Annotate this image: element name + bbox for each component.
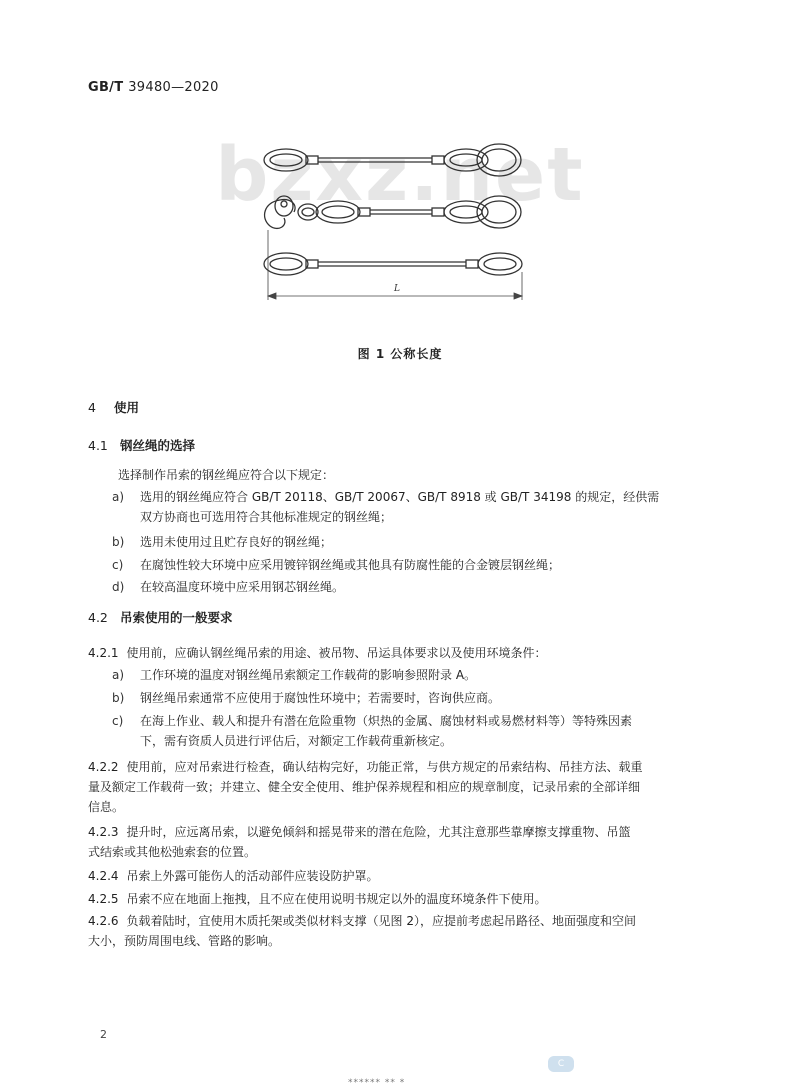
watermark: bzxz.net xyxy=(215,132,585,218)
bottom-text-fragment: ****** ** * xyxy=(348,1078,406,1088)
list-line: 选用未使用过且贮存良好的钢丝绳； xyxy=(140,535,333,549)
clause-text: 使用前，应确认钢丝绳吊索的用途、被吊物、吊运具体要求以及使用环境条件： xyxy=(126,646,547,660)
list-item xyxy=(112,555,712,575)
clause-number: 4.2.1 xyxy=(88,646,119,660)
section-title: 吊索使用的一般要求 xyxy=(120,610,233,625)
clause-line: 量及额定工作载荷一致；并建立、健全安全使用、维护保养规程和相应的规章制度，记录吊索的全部详细 xyxy=(88,780,641,794)
list-marker: a) xyxy=(112,490,125,504)
section-number: 4.2 xyxy=(88,610,108,625)
clause-line: 吊索上外露可能伤人的活动部件应装设防护罩。 xyxy=(126,869,379,883)
page-number: 2 xyxy=(100,1028,107,1041)
clause-line: 式结索或其他松弛索套的位置。 xyxy=(88,845,257,859)
list-item xyxy=(112,711,712,751)
standard-code xyxy=(88,80,219,95)
clause-line: 负载着陆时，宜使用木质托架或类似材料支撑（见图 2），应提前考虑起吊路径、地面强度和空间 xyxy=(126,914,636,928)
dimension-label: L xyxy=(394,284,400,294)
clause-4-2-5 xyxy=(88,889,716,909)
list-marker: c) xyxy=(112,714,124,728)
clause-4-2-6 xyxy=(88,911,716,951)
list-marker: a) xyxy=(112,668,125,682)
section-4-1-heading xyxy=(88,436,195,454)
clause-line: 大小，预防周围电线、管路的影响。 xyxy=(88,934,281,948)
list-line: 钢丝绳吊索通常不应使用于腐蚀性环境中；若需要时，咨询供应商。 xyxy=(140,691,501,705)
clause-line: 使用前，应对吊索进行检查，确认结构完好，功能正常，与供方规定的吊索结构、吊挂方法、载重 xyxy=(126,760,643,774)
sling-1 xyxy=(264,144,521,176)
figure-caption: 图 1 公称长度 xyxy=(357,347,443,361)
list-item xyxy=(112,487,712,527)
clause-4-2-2 xyxy=(88,757,716,817)
clause-number: 4.2.6 xyxy=(88,914,119,928)
list-item xyxy=(112,665,712,685)
section-number: 4 xyxy=(88,400,96,415)
clause-number: 4.2.5 xyxy=(88,892,119,906)
sling-figure xyxy=(250,138,550,310)
list-marker: b) xyxy=(112,691,125,705)
list-line: 在海上作业、载人和提升有潜在危险重物（炽热的金属、腐蚀材料或易燃材料等）等特殊因素 xyxy=(140,714,633,728)
section-title: 钢丝绳的选择 xyxy=(120,438,196,453)
clause-number: 4.2.2 xyxy=(88,760,119,774)
standard-code-prefix: GB/T xyxy=(88,80,124,95)
list-line: 下，需有资质人员进行评估后，对额定工作载荷重新核定。 xyxy=(140,734,453,748)
list-line: 双方协商也可选用符合其他标准规定的钢丝绳； xyxy=(140,510,393,524)
clause-4-2-4 xyxy=(88,866,716,886)
section-4-1-intro: 选择制作吊索的钢丝绳应符合以下规定： xyxy=(118,468,335,482)
list-item xyxy=(112,577,712,597)
clause-number: 4.2.4 xyxy=(88,869,119,883)
clause-4-2-3 xyxy=(88,822,716,862)
list-line: 工作环境的温度对钢丝绳吊索额定工作载荷的影响参照附录 A。 xyxy=(140,668,477,682)
section-number: 4.1 xyxy=(88,438,108,453)
list-marker: d) xyxy=(112,580,125,594)
section-title: 使用 xyxy=(114,400,140,415)
clause-4-2-1 xyxy=(88,643,716,663)
list-marker: b) xyxy=(112,535,125,549)
clause-line: 信息。 xyxy=(88,800,125,814)
clause-line: 吊索不应在地面上拖拽，且不应在使用说明书规定以外的温度环境条件下使用。 xyxy=(126,892,547,906)
standard-code-number: 39480—2020 xyxy=(128,80,219,95)
site-logo-icon: C xyxy=(548,1056,574,1072)
sling-2 xyxy=(265,196,521,228)
list-line: 选用的钢丝绳应符合 GB/T 20118、GB/T 20067、GB/T 8918 或 GB/T 34198 的规定，经供需 xyxy=(140,490,660,504)
clause-number: 4.2.3 xyxy=(88,825,119,839)
list-line: 在腐蚀性较大环境中应采用镀锌钢丝绳或其他具有防腐性能的合金镀层钢丝绳； xyxy=(140,558,561,572)
list-line: 在较高温度环境中应采用钢芯钢丝绳。 xyxy=(140,580,345,594)
list-marker: c) xyxy=(112,558,124,572)
sling-3 xyxy=(264,253,522,275)
list-item xyxy=(112,532,712,552)
clause-line: 提升时，应远离吊索，以避免倾斜和摇晃带来的潜在危险，尤其注意那些靠摩擦支撑重物、吊篮 xyxy=(126,825,631,839)
section-4-heading xyxy=(88,398,139,416)
list-item xyxy=(112,688,712,708)
section-4-2-heading xyxy=(88,608,233,626)
